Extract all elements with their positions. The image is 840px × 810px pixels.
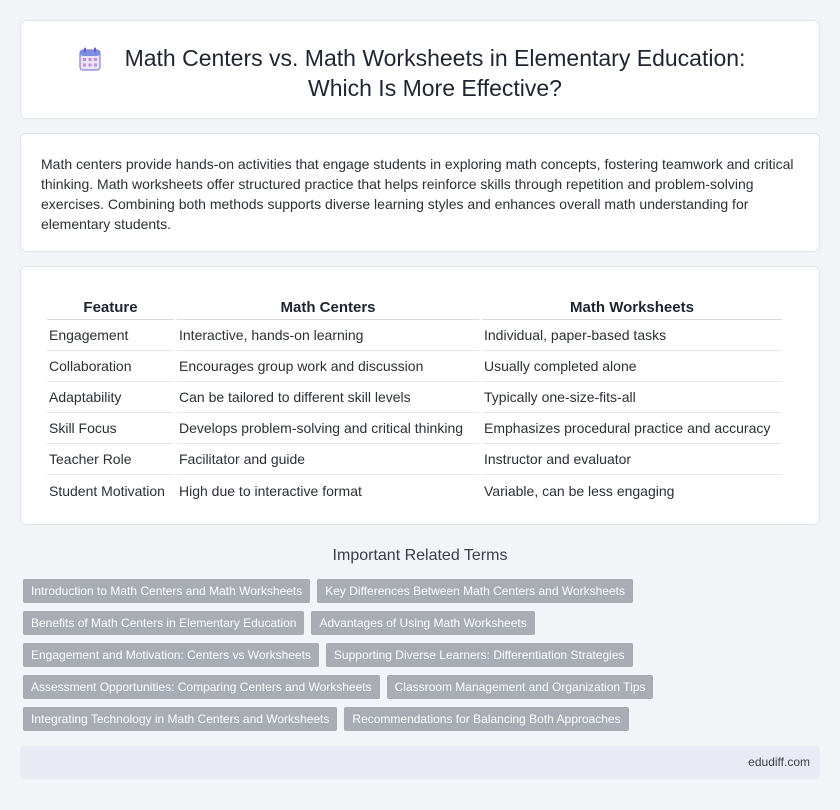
- cell-centers: Develops problem-solving and critical thinking: [177, 413, 479, 444]
- comparison-card: [20, 266, 820, 525]
- cell-centers: Can be tailored to different skill levels: [177, 382, 479, 413]
- related-term-tag[interactable]: Integrating Technology in Math Centers and Worksheets: [23, 707, 337, 731]
- cell-centers: High due to interactive format: [179, 482, 362, 499]
- cell-centers: Interactive, hands-on learning: [177, 320, 479, 351]
- table-row: [47, 382, 782, 413]
- cell-feature: Collaboration: [47, 351, 174, 382]
- page-title: Math Centers vs. Math Worksheets in Elementary Education: Which Is More Effective?: [124, 45, 746, 101]
- tag-row: [23, 643, 683, 667]
- table-row: [47, 320, 782, 351]
- cell-feature: Engagement: [47, 320, 174, 351]
- related-terms-heading: Important Related Terms: [332, 547, 508, 564]
- intro-card: [20, 133, 820, 252]
- footer: [20, 746, 820, 779]
- tag-row: [23, 707, 683, 731]
- tag-row: [23, 579, 683, 603]
- header-math-centers: Math Centers: [177, 297, 479, 320]
- table-row: [47, 444, 782, 475]
- cell-centers: Facilitator and guide: [177, 444, 479, 475]
- cell-feature: Teacher Role: [47, 444, 174, 475]
- table-row: [47, 413, 782, 444]
- comparison-table: [44, 297, 785, 506]
- cell-worksheets: Variable, can be less engaging: [484, 482, 675, 499]
- cell-feature: Adaptability: [47, 382, 174, 413]
- table-row: [47, 475, 782, 506]
- tag-row: [23, 675, 683, 699]
- title-card: [20, 20, 820, 119]
- related-term-tag[interactable]: Supporting Diverse Learners: Differentiation Strategies: [326, 643, 633, 667]
- related-term-tag[interactable]: Engagement and Motivation: Centers vs Worksheets: [23, 643, 319, 667]
- header-feature: Feature: [47, 297, 174, 320]
- related-term-tag[interactable]: Assessment Opportunities: Comparing Centers and Worksheets: [23, 675, 380, 699]
- table-row: [47, 351, 782, 382]
- cell-centers: Encourages group work and discussion: [177, 351, 479, 382]
- cell-worksheets: Emphasizes procedural practice and accuracy: [482, 413, 782, 444]
- intro-paragraph: Math centers provide hands-on activities that engage students in exploring math concepts, fostering teamwork and critical thinking. Math worksheets offer structured practice that helps reinforce skills through repetition and problem-solving exercises. Combining both methods supports diverse learning styles and enhances overall math understanding for elementary students.: [41, 156, 794, 232]
- cell-worksheets: Typically one-size-fits-all: [482, 382, 782, 413]
- tag-row: [23, 611, 683, 635]
- related-term-tag[interactable]: Key Differences Between Math Centers and Worksheets: [317, 579, 633, 603]
- header-math-worksheets: Math Worksheets: [482, 297, 782, 320]
- related-term-tag[interactable]: Advantages of Using Math Worksheets: [311, 611, 534, 635]
- related-term-tag[interactable]: Benefits of Math Centers in Elementary Education: [23, 611, 304, 635]
- related-term-tag[interactable]: Recommendations for Balancing Both Approaches: [344, 707, 628, 731]
- cell-worksheets: Individual, paper-based tasks: [482, 320, 782, 351]
- cell-worksheets: Instructor and evaluator: [482, 444, 782, 475]
- related-term-tag[interactable]: Classroom Management and Organization Tips: [387, 675, 654, 699]
- cell-worksheets: Usually completed alone: [482, 351, 782, 382]
- related-terms-list: [23, 579, 683, 739]
- cell-feature: Student Motivation: [49, 482, 165, 499]
- site-name[interactable]: edudiff.com: [748, 755, 810, 769]
- related-term-tag[interactable]: Introduction to Math Centers and Math Worksheets: [23, 579, 310, 603]
- table-header-row: [47, 297, 782, 320]
- cell-feature: Skill Focus: [47, 413, 174, 444]
